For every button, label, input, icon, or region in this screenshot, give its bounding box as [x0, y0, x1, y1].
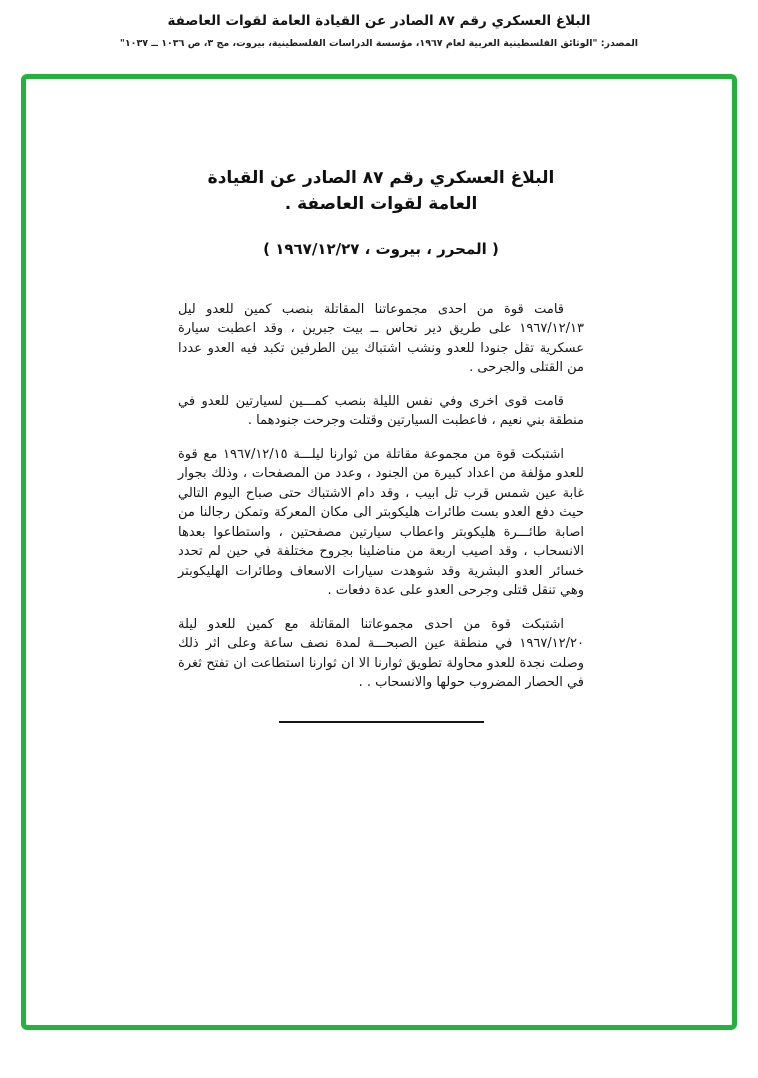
header-source-citation: المصدر: "الوثائق الفلسطينية العربية لعام ١٩٦٧، مؤسسة الدراسات الفلسطينية، بيروت، مج ٣، ص ١٠٣٦ ــ ١٠٣٧"	[119, 38, 639, 49]
document-border-frame	[21, 74, 737, 1030]
page-header	[0, 0, 758, 49]
paragraph: اشتبكت قوة من احدى مجموعاتنا المقاتلة مع كمين للعدو ليلة ١٩٦٧/١٢/٢٠ في منطقة عين الصبحـــة لمدة نصف ساعة وعلى اثر ذلك وصلت نجدة للعدو محاولة تطويق ثوارنا الا ان ثوارنا استطاعت ان تفتح ثغرة في الحصار المضروب حولها والانسحاب . .	[178, 616, 584, 691]
paragraph: قامت قوة من احدى مجموعاتنا المقاتلة بنصب كمين للعدو ليل ١٩٦٧/١٢/١٣ على طريق دير نحاس ــ بيت جبرين ، وقد اعطبت سيارة عسكرية تقل جنودا للعدو ونشب اشتباك بين الطرفين تكبد فيه العدو عددا من القتلى والجرحى .	[178, 301, 584, 376]
paragraph: اشتبكت قوة من مجموعة مقاتلة من ثوارنا ليلـــة ١٩٦٧/١٢/١٥ مع قوة للعدو مؤلفة من اعداد كبيرة من الجنود ، وعدد من المصفحات ، وذلك بجوار غابة عين شمس قرب تل ابيب ، وقد دام الاشتباك حتى صباح اليوم التالي حيث دفع العدو بست طائرات هليكوبتر الى مكان المعركة وتمكن رجالنا من اصابة طائـــرة هليكوبتر واعطاب سيارتين مصفحتين ، واستطاعوا بعدها الانسحاب ، وقد اصيب اربعة من مناضلينا بجروح مختلفة في حين لم تحدد خسائر العدو البشرية وقد شوهدت سيارات الاسعاف وطائرات الهليكوبتر وهي تنقل قتلى وجرحى العدو على عدة دفعات .	[178, 446, 584, 599]
document-page	[26, 79, 732, 723]
communique-title	[178, 165, 584, 218]
communique-body	[178, 300, 584, 693]
communique-title-line2: العامة لقوات العاصفة .	[284, 194, 478, 215]
header-title: البلاغ العسكري رقم ٨٧ الصادر عن القيادة العامة لقوات العاصفة	[167, 13, 591, 29]
paragraph: قامت قوى اخرى وفي نفس الليلة بنصب كمـــين لسيارتين للعدو في منطقة بني نعيم ، فاعطبت السيارتين وقتلت وجرحت جنودهما .	[178, 393, 584, 429]
end-divider-line	[279, 721, 484, 723]
communique-title-line1: البلاغ العسكري رقم ٨٧ الصادر عن القيادة	[207, 168, 555, 188]
dateline: ( المحرر ، بيروت ، ١٩٦٧/١٢/٢٧ )	[263, 239, 499, 258]
